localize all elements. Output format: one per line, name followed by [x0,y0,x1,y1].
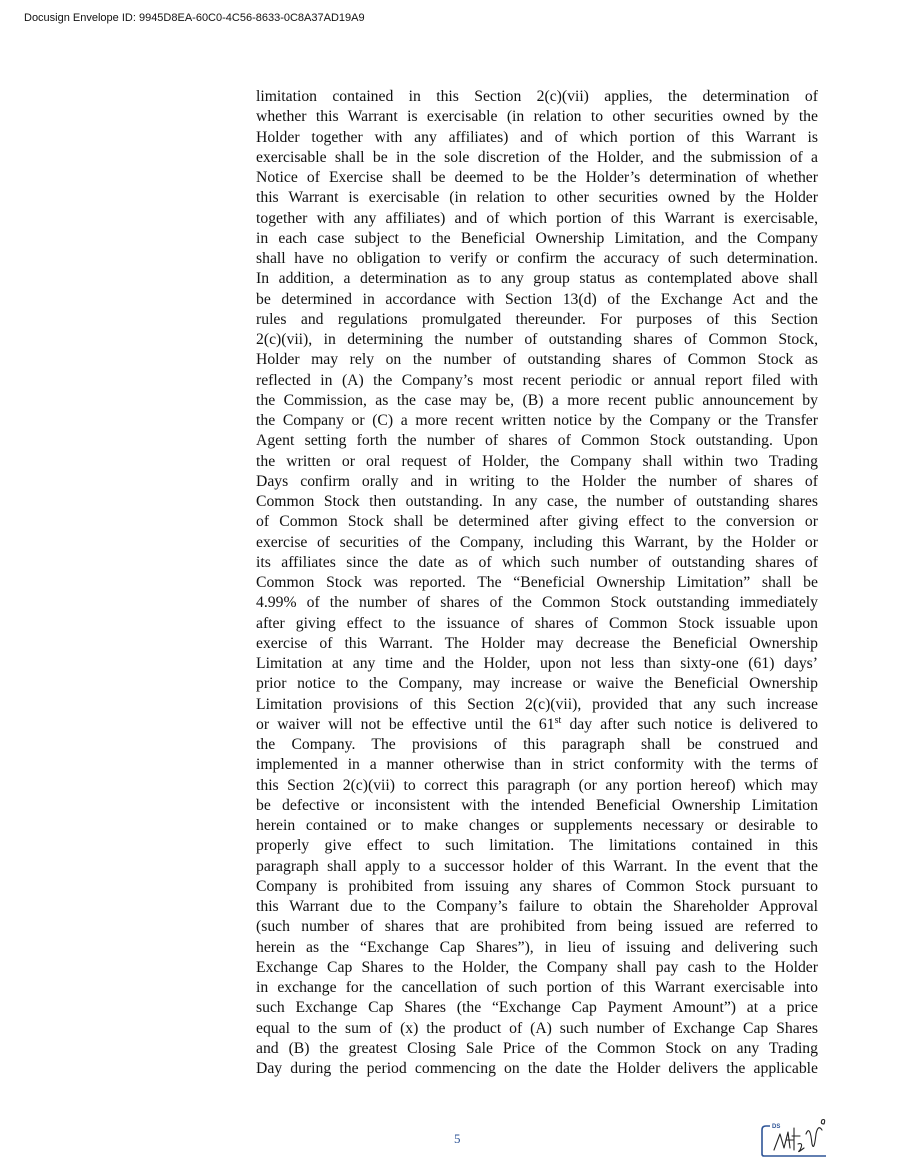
text-line [256,269,818,289]
text-run: Limitation provisions of this Section 2(c)(vii), provided that any such increase [256,695,818,713]
text-line [256,107,818,127]
text-run: its affiliates since the date as of which such number of outstanding shares of [256,553,818,571]
text-line [256,1059,818,1079]
text-run: the Company. The provisions of this paragraph shall be construed and [256,736,818,753]
text-line [256,917,818,937]
text-line [256,431,818,451]
text-line [256,472,818,492]
text-line [256,87,818,107]
text-run: Agent setting forth the number of shares of Common Stock outstanding. Upon [256,432,818,450]
text-line [256,209,818,229]
text-line [256,411,818,431]
text-run: (such number of shares that are prohibited from being issued are referred to [256,918,818,936]
text-line [256,836,818,856]
text-run: day after such notice is delivered to [561,715,818,733]
text-run: equal to the sum of (x) the product of (A) such number of Exchange Cap Shares [256,1019,818,1037]
text-line [256,978,818,998]
text-line [256,938,818,958]
text-line [256,391,818,411]
initials-signature-icon [760,1114,830,1158]
text-run: Day during the period commencing on the date the Holder delivers the applicable [256,1060,818,1077]
text-line [256,512,818,532]
text-line [256,148,818,168]
text-line [256,776,818,796]
text-run: herein contained or to make changes or supplements necessary or desirable to [256,817,818,834]
text-line [256,128,818,148]
text-line [256,735,818,755]
text-line [256,715,818,735]
text-line [256,452,818,472]
text-line [256,897,818,917]
text-run: limitation contained in this Section 2(c)(vii) applies, the determination of [256,88,818,105]
text-line [256,168,818,188]
text-line [256,593,818,613]
text-run: In addition, a determination as to any group status as contemplated above shall [256,270,818,288]
text-run: the Company or (C) a more recent written notice by the Company or the Transfer [256,412,818,429]
text-line [256,533,818,553]
text-line [256,796,818,816]
text-run: paragraph shall apply to a successor holder of this Warrant. In the event that the [256,857,818,875]
text-run: Notice of Exercise shall be deemed to be the Holder’s determination of whether [256,169,818,186]
envelope-id: Docusign Envelope ID: 9945D8EA-60C0-4C56-8633-0C8A37AD19A9 [24,12,365,24]
text-run: exercise of securities of the Company, including this Warrant, by the Holder or [256,533,818,551]
text-run: Exchange Cap Shares to the Holder, the Company shall pay cash to the Holder [256,958,818,976]
text-line [256,310,818,330]
text-run: exercisable shall be in the sole discretion of the Holder, and the submission of a [256,148,818,166]
text-run: exercise of this Warrant. The Holder may decrease the Beneficial Ownership [256,634,818,652]
text-run: Holder together with any affiliates) and of which portion of this Warrant is [256,128,818,146]
text-line [256,1019,818,1039]
text-run: of Common Stock shall be determined after giving effect to the conversion or [256,513,818,531]
text-run: be determined in accordance with Section 13(d) of the Exchange Act and the [256,290,818,308]
text-run: 4.99% of the number of shares of the Common Stock outstanding immediately [256,594,818,612]
text-line [256,755,818,775]
ds-label: DS [772,1124,781,1130]
text-line [256,573,818,593]
text-line [256,229,818,249]
text-run: Days confirm orally and in writing to the Holder the number of shares of [256,472,818,490]
text-line [256,958,818,978]
text-line [256,290,818,310]
text-line [256,553,818,573]
text-run: rules and regulations promulgated thereunder. For purposes of this Section [256,310,818,328]
text-run: shall have no obligation to verify or confirm the accuracy of such determination. [256,250,818,267]
docusign-initials-stamp [760,1114,830,1158]
text-run: prior notice to the Company, may increase or waive the Beneficial Ownership [256,675,818,693]
text-run: Company is prohibited from issuing any shares of Common Stock pursuant to [256,877,818,895]
text-run: reflected in (A) the Company’s most recent periodic or annual report filed with [256,371,818,389]
text-run: this Warrant is exercisable (in relation to other securities owned by the Holder [256,189,818,207]
text-run: the Commission, as the case may be, (B) a more recent public announcement by [256,391,818,409]
text-run: implemented in a manner otherwise than in strict conformity with the terms of [256,756,818,774]
text-run: 2(c)(vii), in determining the number of outstanding shares of Common Stock, [256,331,818,348]
text-run: the written or oral request of Holder, the Company shall within two Trading [256,452,818,470]
text-line [256,654,818,674]
text-run: in each case subject to the Beneficial Ownership Limitation, and the Company [256,229,818,247]
text-run: together with any affiliates) and of which portion of this Warrant is exercisable, [256,209,818,227]
text-line [256,674,818,694]
text-run: this Warrant due to the Company’s failure to obtain the Shareholder Approval [256,898,818,915]
text-line [256,1039,818,1059]
text-line [256,188,818,208]
text-run: Holder may rely on the number of outstanding shares of Common Stock as [256,351,818,369]
text-line [256,695,818,715]
text-run: such Exchange Cap Shares (the “Exchange Cap Payment Amount”) at a price [256,999,818,1017]
ordinal-superscript: st [554,714,562,726]
text-line [256,877,818,897]
text-line [256,350,818,370]
text-line [256,330,818,350]
text-run: in exchange for the cancellation of such portion of this Warrant exercisable into [256,979,818,996]
text-run: Common Stock then outstanding. In any case, the number of outstanding shares [256,493,818,510]
text-run: Limitation at any time and the Holder, upon not less than sixty-one (61) days’ [256,655,818,672]
text-run: this Section 2(c)(vii) to correct this paragraph (or any portion hereof) which may [256,776,818,794]
text-run: Common Stock was reported. The “Beneficial Ownership Limitation” shall be [256,574,818,591]
text-line [256,816,818,836]
text-run: herein as the “Exchange Cap Shares”), in lieu of issuing and delivering such [256,938,818,956]
document-body [256,87,818,1079]
text-line [256,857,818,877]
text-run: be defective or inconsistent with the intended Beneficial Ownership Limitation [256,796,818,814]
text-line [256,998,818,1018]
text-run: whether this Warrant is exercisable (in relation to other securities owned by the [256,108,818,126]
text-run: after giving effect to the issuance of shares of Common Stock issuable upon [256,614,818,632]
page-number: 5 [454,1131,461,1146]
text-line [256,614,818,634]
text-line [256,492,818,512]
text-line [256,371,818,391]
text-line [256,634,818,654]
text-run: or waiver will not be effective until the 61 [256,715,555,733]
text-run: properly give effect to such limitation. The limitations contained in this [256,837,818,855]
text-run: and (B) the greatest Closing Sale Price of the Common Stock on any Trading [256,1039,818,1057]
text-line [256,249,818,269]
